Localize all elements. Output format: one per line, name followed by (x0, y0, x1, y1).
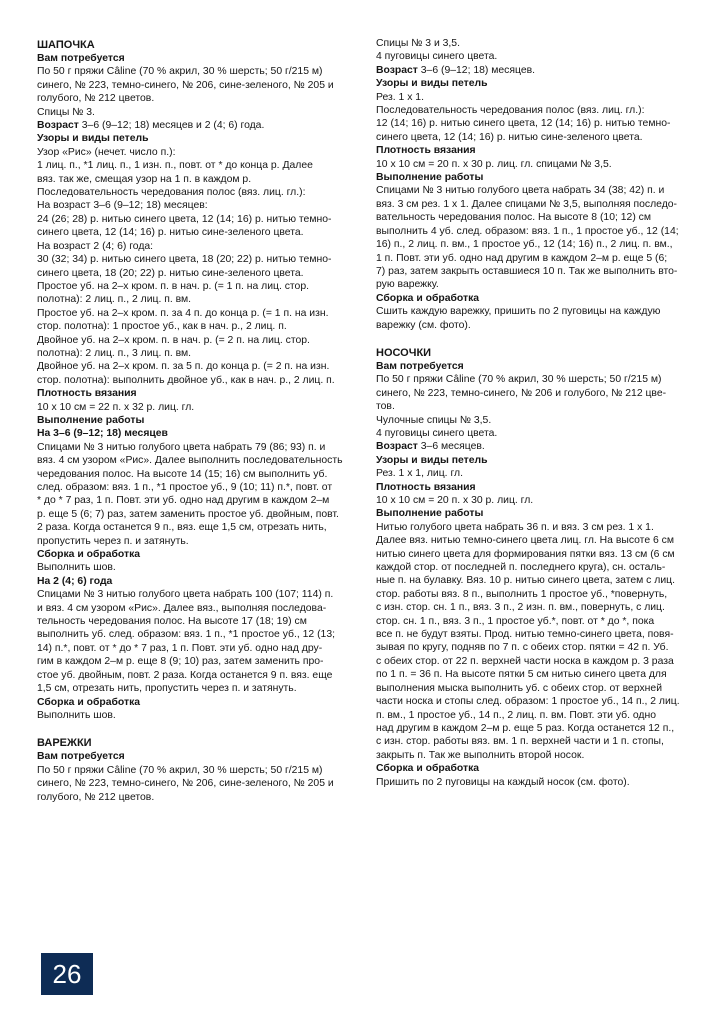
block-heading: Узоры и виды петель (376, 454, 488, 466)
text-line: по 1 п. = 36 п. На высоте пятки 5 см нитью синего цвета для (376, 669, 667, 681)
text-line: стое уб. двойным, повт. 2 раза. Когда останется 9 п. вяз. еще (37, 669, 333, 681)
page-number: 26 (41, 953, 93, 995)
text-line: синего, № 223, темно-синего, № 206, сине-зеленого, № 205 и (37, 778, 334, 790)
text-line: пропустить через п. и затянуть. (37, 535, 189, 547)
text-line: Узор «Рис» (нечет. число п.): (37, 146, 176, 158)
text-line: Рез. 1 х 1, лиц. гл. (376, 468, 463, 480)
section-title: НОСОЧКИ (376, 346, 432, 359)
block-heading: На 2 (4; 6) года (37, 575, 113, 587)
text-line: гим в каждом 2–м р. еще 8 (9; 10) раз, затем заменить про- (37, 656, 324, 668)
text-line: чередования полос. На высоте 14 (15; 16) см выполнить уб. (37, 468, 328, 480)
block-heading: Сборка и обработка (376, 763, 480, 775)
text-line: 4 пуговицы синего цвета. (376, 51, 498, 63)
block-heading: Плотность вязания (37, 388, 137, 400)
text-line: голубого, № 212 цветов. (37, 791, 155, 803)
text-line: 1,5 см, отрезать нить, пропустить через п. и затянуть. (37, 683, 297, 695)
text-line: след. образом: вяз. 1 п., *1 простое уб., 9 (10; 11) п.*, повт. от (37, 482, 333, 493)
instruction-block (376, 762, 698, 789)
text-line: На возраст 3–6 (9–12; 18) месяцев: (37, 200, 208, 212)
text-line: стор. полотна): 1 простое уб., как в нач. р., 2 лиц. п. (37, 321, 287, 333)
text-line: 1 лиц. п., *1 лиц. п., 1 изн. п., повт. от * до конца р. Далее (37, 160, 313, 172)
block-heading: Сборка и обработка (376, 292, 480, 304)
text-line: нитью синего цвета для формирования пятки вяз. 13 см (6 см (376, 548, 675, 560)
text-line: с изн. стор. сн. 1 п., вяз. 3 п., 2 изн. п. вм., повернуть, с лиц. (376, 602, 665, 614)
block-heading: Плотность вязания (376, 145, 476, 157)
text-line: синего цвета, 18 (20; 22) р. нитью сине-зеленого цвета. (37, 267, 304, 279)
left-column (37, 38, 359, 804)
block-heading: Узоры и виды петель (376, 78, 488, 90)
text-line: На возраст 2 (4; 6) года: (37, 240, 154, 252)
section-mittens (37, 736, 359, 804)
text-line: Спицы № 3 и 3,5. (376, 38, 460, 49)
instruction-block (37, 132, 359, 387)
instruction-block (376, 171, 698, 292)
block-heading (376, 440, 698, 453)
text-line: 4 пуговицы синего цвета. (376, 427, 498, 439)
text-line: с изн. стор. работы вяз. вм. 1 п. верхней части и 1 п. стопы, (376, 736, 664, 748)
text-line: Спицами № 3 нитью голубого цвета набрать 79 (86; 93) п. и (37, 441, 326, 453)
text-line: вяз. 4 см узором «Рис». Далее выполнить последовательность (37, 455, 343, 467)
instruction-block (376, 440, 698, 453)
text-line: выполнения мыска выполнить уб. с обеих стор. от верхней (376, 682, 663, 694)
block-heading: Выполнение работы (376, 508, 484, 520)
block-heading: На 3–6 (9–12; 18) месяцев (37, 428, 168, 440)
block-heading: Вам потребуется (376, 360, 464, 372)
section-hat (37, 38, 359, 722)
text-line: 2 раза. Когда останется 9 п., вяз. еще 1,5 см, отрезать нить, (37, 522, 327, 534)
text-line: 1 п. Повт. эти уб. одно над другим в каждом 2–м р. еще 5 (6; (376, 252, 668, 264)
block-heading (376, 64, 698, 77)
instruction-block (37, 387, 359, 414)
text-line: * до * 7 раз, 1 п. Повт. эти уб. одно над другим в каждом 2–м (37, 495, 330, 507)
section-title: ВАРЕЖКИ (37, 737, 92, 750)
text-line: п. вм., 1 простое уб., 14 п., 2 лиц. п. вм. Повт. эти уб. одно (376, 709, 656, 721)
text-line: Пришить по 2 пуговицы на каждый носок (см. фото). (376, 776, 630, 788)
block-heading: Узоры и виды петель (37, 133, 149, 145)
text-line: Выполнить шов. (37, 709, 116, 721)
text-line: ные п. на булавку. Вяз. 10 р. нитью синего цвета, затем с лиц. (376, 575, 675, 587)
block-inline-text: 3–6 (9–12; 18) месяцев и 2 (4; 6) года. (81, 120, 265, 132)
instruction-block (376, 507, 698, 762)
text-line: Рез. 1 х 1. (376, 91, 424, 103)
text-line: По 50 г пряжи Câline (70 % акрил, 30 % шерсть; 50 г/215 м) (376, 374, 662, 386)
text-line: 12 (14; 16) р. нитью синего цвета, 12 (14; 16) р. нитью темно- (376, 118, 671, 130)
text-line: 24 (26; 28) р. нитью синего цвета, 12 (14; 16) р. нитью темно- (37, 213, 332, 225)
block-heading: Вам потребуется (37, 53, 125, 64)
right-column (376, 37, 698, 789)
instruction-block (37, 696, 359, 723)
text-line: синего, № 223, темно-синего, № 206, сине-зеленого, № 205 и (37, 79, 334, 91)
text-line: зывая по кругу, подняв по 7 п. с обеих стор. пятки = 42 п. Уб. (376, 642, 669, 654)
text-line: синего, № 223, темно-синего, № 206 и голубого, № 212 цве- (376, 387, 667, 399)
text-line: вательность чередования полос. На высоте 8 (10; 12) см (376, 212, 652, 224)
instruction-block (376, 481, 698, 508)
text-line: По 50 г пряжи Câline (70 % акрил, 30 % шерсть; 50 г/215 м) (37, 764, 323, 776)
text-line: выполнить уб. след. образом: вяз. 1 п., *1 простое уб., 12 (13; (37, 629, 335, 641)
text-line: стор. работы вяз. 8 п., выполнить 1 простое уб., *повернуть, (376, 588, 668, 600)
text-line: Нитью голубого цвета набрать 36 п. и вяз. 3 см рез. 1 х 1. (376, 521, 654, 533)
text-line: Чулочные спицы № 3,5. (376, 414, 492, 426)
instruction-block (376, 64, 698, 77)
block-inline-text: 3–6 (9–12; 18) месяцев. (420, 64, 536, 76)
text-line: По 50 г пряжи Câline (70 % акрил, 30 % шерсть; 50 г/215 м) (37, 66, 323, 78)
text-line: части носка и стопы след. образом: 1 простое уб., 14 п., 2 лиц. (376, 696, 680, 708)
instruction-block (376, 77, 698, 144)
text-line: полотна): 2 лиц. п., 2 лиц. п. вм. (37, 294, 192, 306)
text-line: Простое уб. на 2–х кром. п. за 4 п. до конца р. (= 1 п. на изн. (37, 307, 329, 319)
text-line: каждой стор. от последней п. последнего круга), сн. осталь- (376, 562, 666, 574)
text-line: тельность чередования полос. На высоте 17 (18; 19) см (37, 616, 307, 628)
instruction-block (376, 360, 698, 440)
text-line: и вяз. 4 см узором «Рис». Далее вяз., выполняя последова- (37, 602, 327, 614)
section-title: ШАПОЧКА (37, 39, 95, 51)
text-line: 10 х 10 см = 20 п. х 30 р. лиц. гл. (376, 495, 534, 506)
instruction-block (37, 52, 359, 119)
text-line: 14) п.*, повт. от * до * 7 раз, 1 п. Повт. эти уб. одно над дру- (37, 642, 323, 654)
instruction-block (37, 548, 359, 575)
text-line: синего цвета, 12 (14; 16) р. нитью сине-зеленого цвета. (37, 227, 304, 239)
text-line: над другим в каждом 2–м р. еще 5 раз. Когда останется 12 п., (376, 722, 675, 734)
text-line: все п. не будут взяты. Прод. нитью темно-синего цвета, повя- (376, 629, 674, 641)
instruction-block (376, 37, 698, 64)
block-inline-text: 3–6 месяцев. (420, 441, 485, 453)
text-line: Далее вяз. нитью темно-синего цвета лиц. гл. На высоте 6 см (376, 535, 674, 547)
text-line: синего цвета, 12 (14; 16) р. нитью сине-зеленого цвета. (376, 131, 643, 143)
instruction-block (376, 292, 698, 332)
text-line: Последовательность чередования полос (вяз. лиц. гл.): (376, 105, 645, 117)
text-line: 10 х 10 см = 20 п. х 30 р. лиц. гл. спицами № 3,5. (376, 158, 612, 170)
text-line: стор. сн. 1 п., вяз. 3 п., 1 простое уб.*, повт. от * до *, пока (376, 615, 655, 627)
text-line: Простое уб. на 2–х кром. п. в нач. р. (= 1 п. на лиц. стор. (37, 280, 310, 292)
text-line: Выполнить шов. (37, 562, 116, 574)
text-line: 10 х 10 см = 22 п. х 32 р. лиц. гл. (37, 401, 195, 413)
block-heading-label: Возраст (37, 120, 79, 132)
block-heading: Сборка и обработка (37, 549, 141, 561)
text-line: вяз. 3 см рез. 1 х 1. Далее спицами № 3,5, выполняя последо- (376, 198, 678, 210)
text-line: Последовательность чередования полос (вяз. лиц. гл.): (37, 187, 306, 199)
text-line: голубого, № 212 цветов. (37, 93, 155, 105)
instruction-block (37, 750, 359, 804)
text-line: Спицами № 3 нитью голубого цвета набрать 100 (107; 114) п. (37, 589, 334, 601)
block-heading: Вам потребуется (37, 751, 125, 763)
text-line: Двойное уб. на 2–х кром. п. за 5 п. до конца р. (= 2 п. на изн. (37, 361, 330, 373)
block-heading: Выполнение работы (37, 414, 145, 426)
text-line: тов. (376, 401, 395, 413)
block-heading (37, 119, 359, 132)
text-line: 7) раз, затем закрыть оставшиеся 10 п. Так же выполнить вто- (376, 265, 678, 277)
text-line: с обеих стор. от 22 п. верхней части носка в каждом р. 3 раза (376, 655, 674, 667)
text-line: стор. полотна): выполнить двойное уб., как в нач. р., 2 лиц. п. (37, 374, 335, 386)
text-line: 16) п., 2 лиц. п. вм., 1 простое уб., 12 (14; 16) п., 2 лиц. п. вм., (376, 239, 673, 251)
text-line: Спицы № 3. (37, 106, 95, 118)
section-continued (376, 37, 698, 332)
text-line: 30 (32; 34) р. нитью синего цвета, 18 (20; 22) р. нитью темно- (37, 254, 332, 266)
text-line: варежку (см. фото). (376, 319, 471, 331)
text-line: Сшить каждую варежку, пришить по 2 пуговицы на каждую (376, 306, 661, 318)
instruction-block (37, 119, 359, 132)
block-heading: Выполнение работы (376, 172, 484, 184)
text-line: рую варежку. (376, 279, 439, 291)
text-line: закрыть п. Так же выполнить второй носок. (376, 749, 585, 761)
text-line: полотна): 2 лиц. п., 3 лиц. п. вм. (37, 347, 192, 359)
text-line: выполнить 4 уб. след. образом: вяз. 1 п., 1 простое уб., 12 (14; (376, 225, 679, 237)
block-heading-label: Возраст (376, 441, 418, 453)
instruction-block (37, 427, 359, 548)
instruction-block (376, 454, 698, 481)
section-socks (376, 346, 698, 789)
text-line: р. еще 5 (6; 7) раз, затем заменить простое уб. двойным, повт. (37, 508, 339, 520)
block-heading: Плотность вязания (376, 481, 476, 493)
block-heading: Сборка и обработка (37, 696, 141, 708)
text-line: Двойное уб. на 2–х кром. п. в нач. р. (= 2 п. на лиц. стор. (37, 334, 310, 346)
instruction-block (376, 144, 698, 171)
text-line: вяз. так же, смещая узор на 1 п. в каждом р. (37, 173, 252, 185)
block-heading-label: Возраст (376, 64, 418, 76)
instruction-block (37, 414, 359, 427)
instruction-block (37, 575, 359, 696)
text-line: Спицами № 3 нитью голубого цвета набрать 34 (38; 42) п. и (376, 185, 665, 197)
